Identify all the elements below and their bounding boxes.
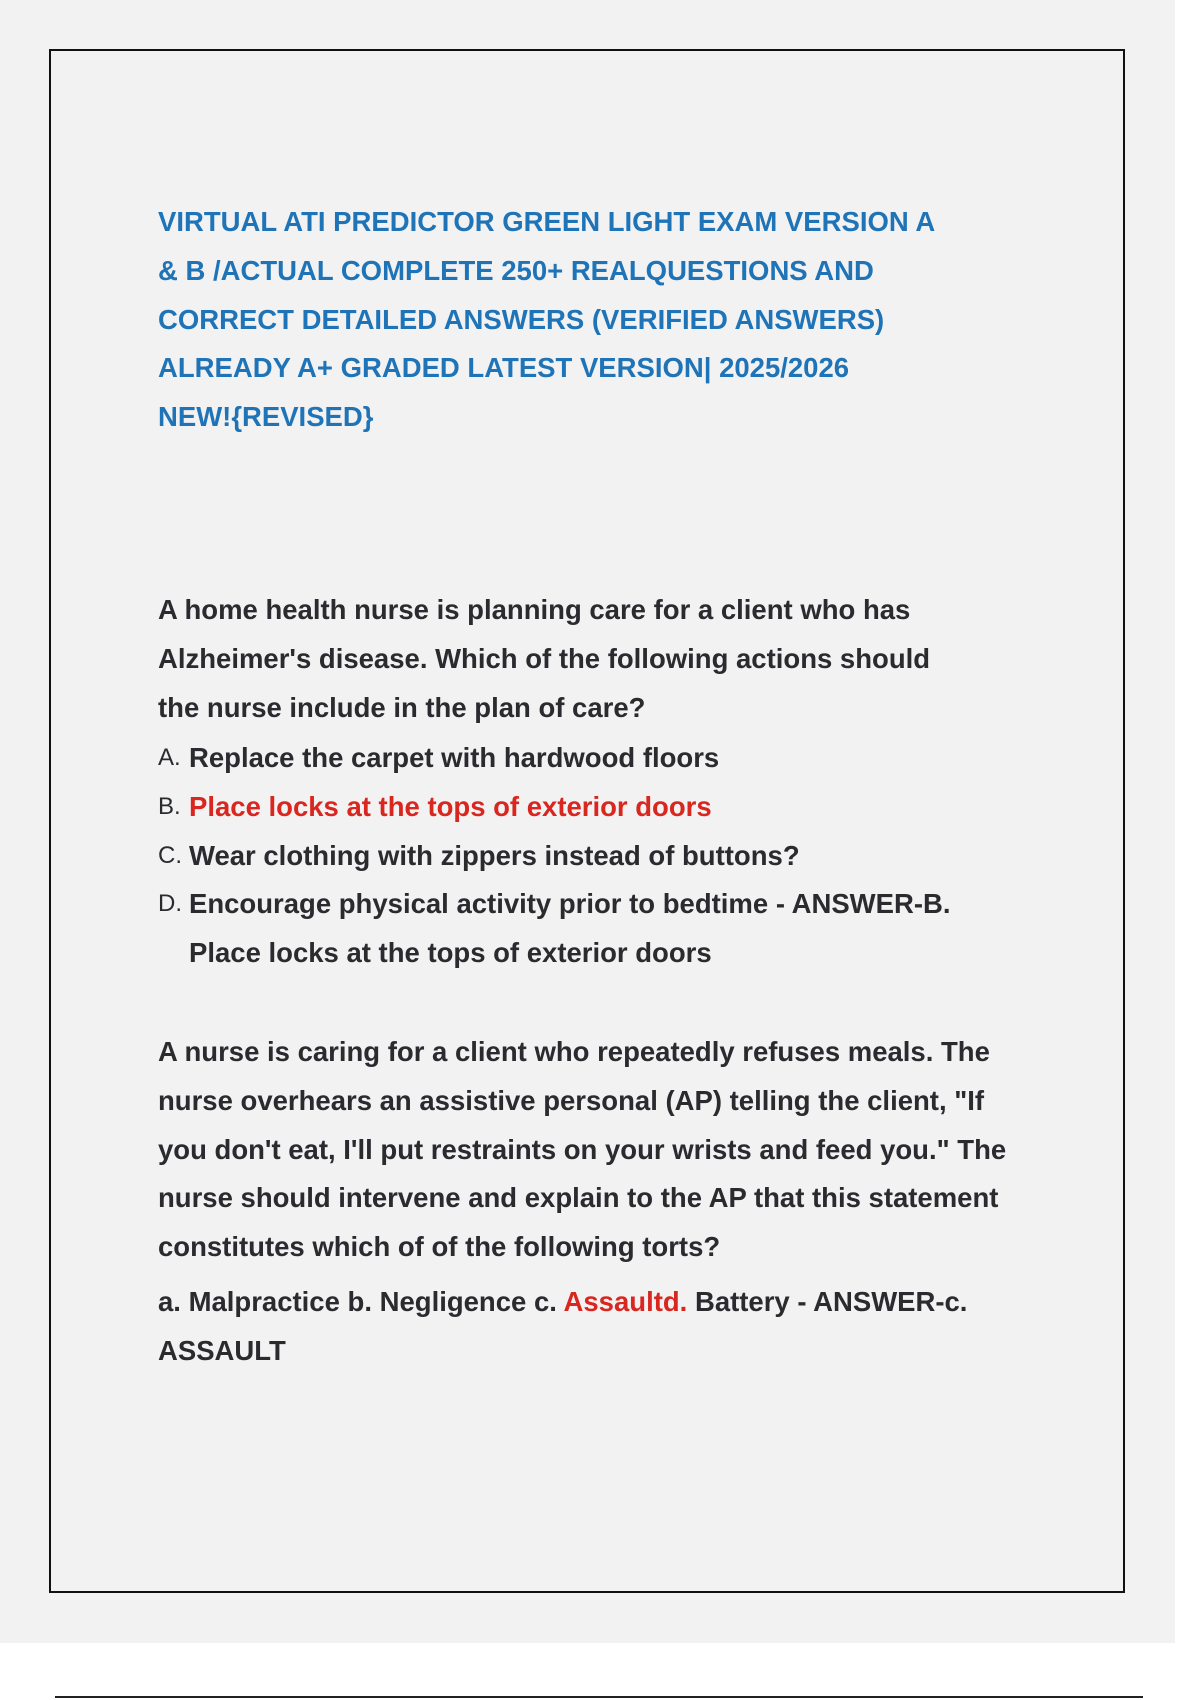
title-line: CORRECT DETAILED ANSWERS (VERIFIED ANSWERS): [158, 303, 885, 335]
stem-line: A home health nurse is planning care for a client who has: [158, 594, 911, 625]
title-line: & B /ACTUAL COMPLETE 250+ REALQUESTIONS AND: [158, 254, 874, 286]
question-1-stem: [158, 586, 930, 732]
option-marker: D.: [158, 890, 182, 918]
title-line: NEW!{REVISED}: [158, 401, 374, 433]
answer-line: ASSAULT: [158, 1334, 286, 1366]
stem-line: constitutes which of of the following torts?: [158, 1231, 721, 1263]
option-text: Encourage physical activity prior to bedtime - ANSWER-B.: [189, 888, 951, 920]
option-a: [158, 734, 950, 783]
option-b: [158, 783, 950, 832]
stem-line: nurse should intervene and explain to the AP that this statement: [158, 1182, 999, 1214]
stem-line: nurse overhears an assistive personal (AP) telling the client, "If: [158, 1084, 985, 1116]
answer-line: [158, 1278, 967, 1327]
option-marker: A.: [158, 744, 181, 771]
option-text-correct: Place locks at the tops of exterior doors: [189, 790, 712, 822]
option-marker: C.: [158, 841, 182, 869]
option-text: Replace the carpet with hardwood floors: [189, 742, 720, 773]
question-2-stem: [158, 1028, 1006, 1272]
stem-line: the nurse include in the plan of care?: [158, 691, 646, 723]
title-line: VIRTUAL ATI PREDICTOR GREEN LIGHT EXAM VERSION A: [158, 206, 936, 237]
question-2-answers: [158, 1278, 967, 1376]
answer-text: Battery - ANSWER-c.: [687, 1286, 968, 1317]
option-text-continuation: Place locks at the tops of exterior doors: [189, 937, 712, 969]
stem-line: you don't eat, I'll put restraints on your wrists and feed you." The: [158, 1133, 1007, 1165]
option-d: [158, 880, 950, 978]
title-line: ALREADY A+ GRADED LATEST VERSION| 2025/2026: [158, 352, 850, 384]
answer-highlight: Assaultd.: [563, 1286, 688, 1317]
answer-text: a. Malpractice b. Negligence c.: [158, 1286, 564, 1317]
stem-line: A nurse is caring for a client who repeatedly refuses meals. The: [158, 1036, 990, 1067]
option-c: [158, 832, 950, 881]
document-title: [158, 198, 1018, 442]
question-1-options: [158, 734, 950, 978]
stem-line: Alzheimer's disease. Which of the following actions should: [158, 642, 931, 674]
bottom-divider: [55, 1696, 1143, 1698]
option-text: Wear clothing with zippers instead of buttons?: [189, 839, 800, 871]
option-marker: B.: [158, 792, 181, 820]
